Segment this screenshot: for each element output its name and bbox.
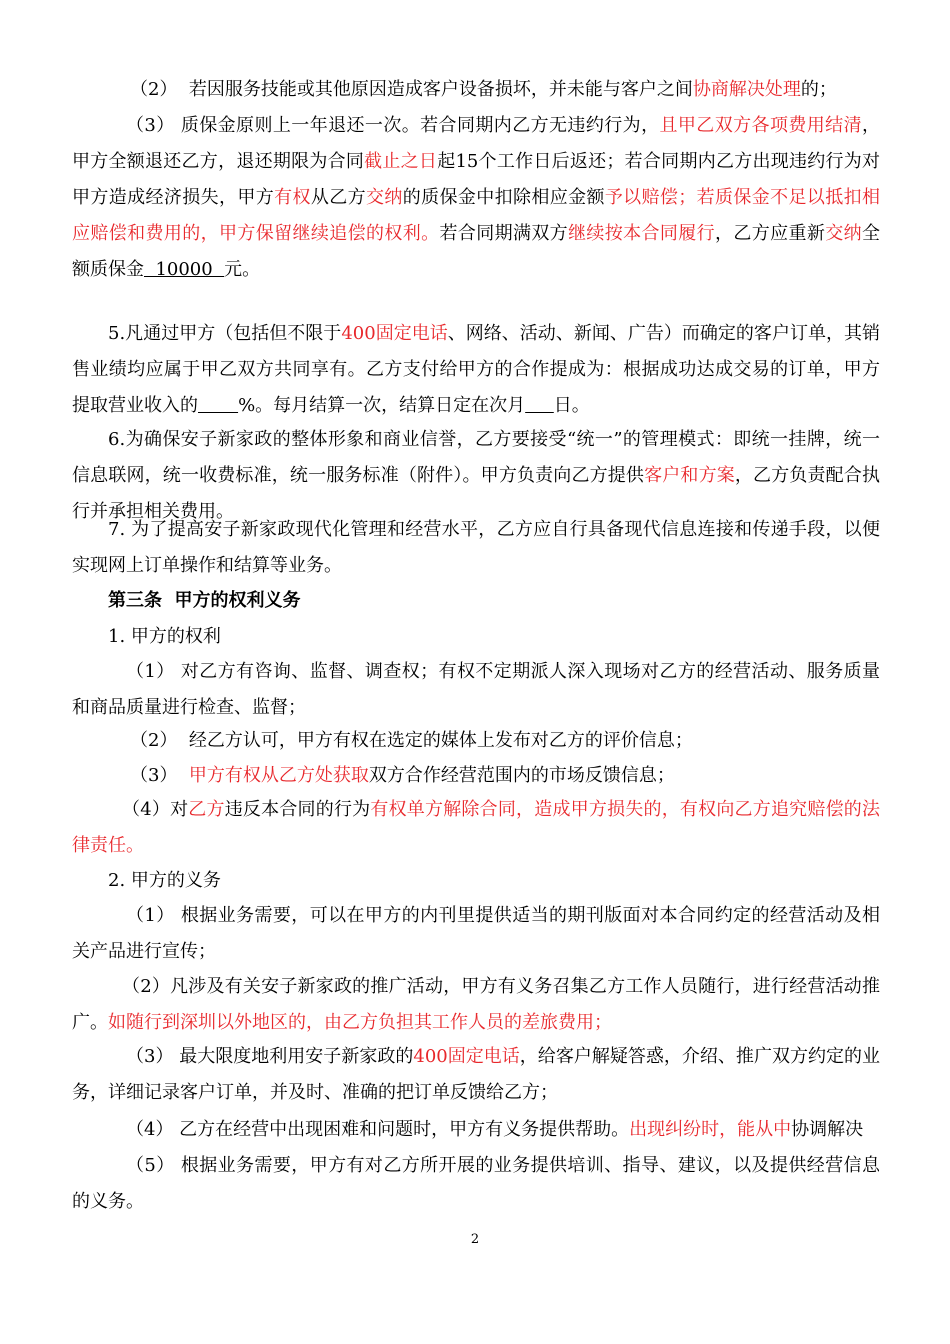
text-run: （3） 质保金原则上一年退还一次。若合同期内乙方无违约行为， xyxy=(126,115,660,136)
text-run: 双方合作经营范围内的市场反馈信息； xyxy=(368,765,675,786)
highlighted-text: 甲方有权从乙方处获取 xyxy=(188,765,369,786)
paragraph xyxy=(72,758,880,794)
paragraph xyxy=(72,1148,880,1220)
text-run: （1） 对乙方有咨询、监督、调查权；有权不定期派人深入现场对乙方的经营活动、服务质量和商品质量进行检查、监督； xyxy=(72,661,880,718)
text-run: 、网络、活动、新闻、广告）而确定的客户订单，其销售业绩均应属于甲乙双方共同享有。乙方支付给甲方的合作提成为：根据成功达成交易的订单，甲方提取营业收入的 xyxy=(72,323,881,416)
text-run: 日。 xyxy=(553,395,590,416)
highlighted-text: 交纳 xyxy=(825,223,863,244)
text-run: （2） 经乙方认可，甲方有权在选定的媒体上发布对乙方的评价信息； xyxy=(130,730,693,751)
text-run: 元。 xyxy=(224,259,261,280)
text-run: 违反本合同的行为 xyxy=(224,799,371,820)
text-run: 从乙方 xyxy=(310,187,366,208)
section-heading xyxy=(72,583,880,619)
blank-field xyxy=(525,395,554,416)
paragraph xyxy=(72,316,880,424)
highlighted-text: 出现纠纷时，能从中 xyxy=(629,1119,792,1140)
text-run: ，乙方应重新 xyxy=(715,223,826,244)
text-run: 1. 甲方的权利 xyxy=(108,626,221,647)
text-run: （3） 最大限度地利用安子新家政的 xyxy=(126,1046,414,1067)
paragraph xyxy=(72,654,880,726)
text-run: 协调解决 xyxy=(791,1119,864,1140)
text-run: 6.为确保安子新家政的整体形象和商业信誉，乙方要接受“统一”的管理模式：即统一挂牌，统一信息联网，统一收费标准，统一服务标准（附件）。甲方负责向乙方提供 xyxy=(72,429,880,486)
highlighted-text: 交纳 xyxy=(365,187,403,208)
paragraph xyxy=(72,792,880,864)
text-run: （4）对 xyxy=(122,799,189,820)
text-run: 的； xyxy=(800,79,837,100)
paragraph xyxy=(72,969,880,1041)
highlighted-text: 有权单方解除合同，造成甲方损失的，有权向乙方追究赔偿的法律责任。 xyxy=(72,799,881,856)
text-run: %。每月结算一次，结算日定在次月 xyxy=(238,395,526,416)
text-run: 若合同期满双方 xyxy=(439,223,569,244)
highlighted-text: 如随行到深圳以外地区的，由乙方负担其工作人员的差旅费用； xyxy=(108,1012,612,1033)
text-run: 起15个工作日后返还；若合同期内乙方出现违约行为对甲方造成经济损失，甲方 xyxy=(72,151,881,208)
highlighted-text: 400固定电话 xyxy=(413,1046,520,1067)
highlighted-text: 截止之日 xyxy=(364,151,438,172)
paragraph xyxy=(72,108,880,288)
text-run: 全额质保金 xyxy=(72,223,881,280)
paragraph xyxy=(72,72,880,108)
text-run: （2） 若因服务技能或其他原因造成客户设备损坏，并未能与客户之间 xyxy=(130,79,693,100)
highlighted-text: 协商解决处理 xyxy=(692,79,801,100)
text-run: （3） xyxy=(130,765,189,786)
highlighted-text: 400固定电话 xyxy=(341,323,448,344)
text-run: 2. 甲方的义务 xyxy=(108,870,221,891)
paragraph xyxy=(72,723,880,759)
page-number: 2 xyxy=(470,1232,480,1247)
text-run: （2）凡涉及有关安子新家政的推广活动，甲方有义务召集乙方工作人员随行，进行经营活动推广。 xyxy=(72,976,880,1033)
highlighted-text: 继续按本合同履行 xyxy=(568,223,716,244)
text-run: 5.凡通过甲方（包括但不限于 xyxy=(108,323,342,344)
text-run: 7. 为了提高安子新家政现代化管理和经营水平，乙方应自行具备现代信息连接和传递手段，以便实现网上订单操作和结算等业务。 xyxy=(72,519,880,576)
text-run: ，给客户解疑答惑，介绍、推广双方约定的业务，详细记录客户订单，并及时、准确的把订单反馈给乙方； xyxy=(72,1046,881,1103)
paragraph xyxy=(72,1112,880,1148)
blank-field: 10000 xyxy=(144,259,225,280)
highlighted-text: 予以赔偿；若质保金不足以抵扣相应赔偿和费用的，甲方保留继续追偿的权利。 xyxy=(72,187,881,244)
text-run: ，甲方全额退还乙方，退还期限为合同 xyxy=(72,115,880,172)
text-run: （1） 根据业务需要，可以在甲方的内刊里提供适当的期刊版面对本合同约定的经营活动及相关产品进行宣传； xyxy=(72,905,880,962)
subsection-heading xyxy=(72,863,880,899)
paragraph xyxy=(72,1039,880,1111)
text-run: （4） 乙方在经营中出现困难和问题时，甲方有义务提供帮助。 xyxy=(126,1119,630,1140)
text-run: ，乙方负责配合执行并承担相关费用。 xyxy=(72,465,881,522)
paragraph xyxy=(72,512,880,584)
highlighted-text: 客户和方案 xyxy=(644,465,735,486)
blank-field xyxy=(198,395,238,416)
text-run: （5） 根据业务需要，甲方有对乙方所开展的业务提供培训、指导、建议，以及提供经营信息的义务。 xyxy=(72,1155,880,1212)
paragraph xyxy=(72,898,880,970)
subsection-heading xyxy=(72,619,880,655)
text-run: 第三条 甲方的权利义务 xyxy=(108,590,301,611)
highlighted-text: 乙方 xyxy=(188,799,225,820)
text-run: 的质保金中扣除相应金额 xyxy=(402,187,605,208)
highlighted-text: 有权 xyxy=(274,187,311,208)
highlighted-text: 且甲乙双方各项费用结清 xyxy=(659,115,862,136)
